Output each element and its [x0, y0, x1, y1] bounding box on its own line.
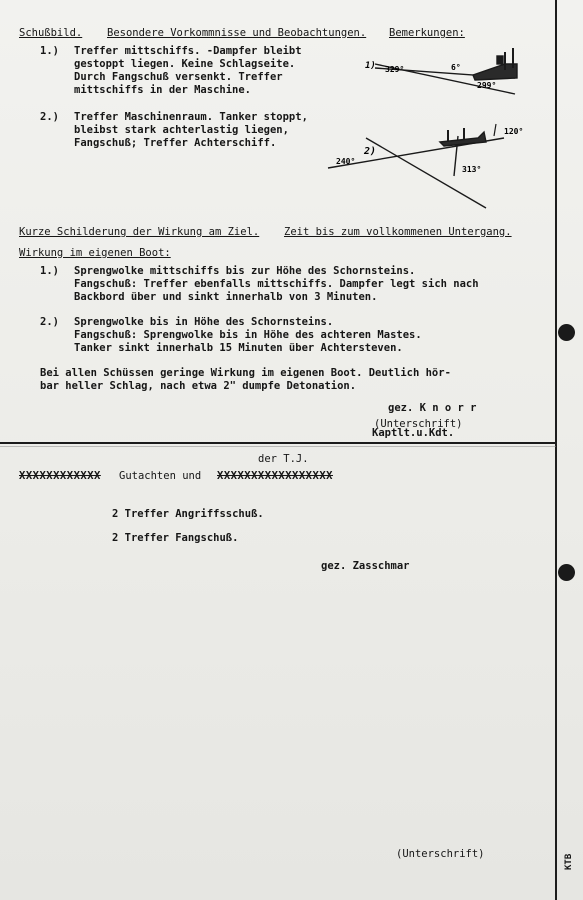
struck-out-text: XXXXXXXXXXXX — [19, 470, 101, 482]
shot-line: gestoppt liegen. Keine Schlagseite. — [74, 58, 296, 70]
struck-out-text: XXXXXXXXXXXXXXXXX — [217, 470, 333, 482]
general-line: bar heller Schlag, nach etwa 2" dumpfe Detonation. — [40, 380, 357, 392]
tj-title: der T.J. — [258, 453, 309, 465]
shot-number: 1.) — [40, 45, 59, 57]
sketch-label: 2) — [364, 146, 377, 157]
shot-line: Fangschuß; Treffer Achterschiff. — [74, 137, 277, 149]
punch-hole — [558, 324, 575, 341]
wirkung-boot-heading: Wirkung im eigenen Boot: — [19, 247, 171, 259]
section-divider — [0, 442, 556, 444]
sketch-label: 313° — [462, 165, 482, 174]
wirkung-line: Sprengwolke mittschiffs bis zur Höhe des Schornsteins. — [74, 265, 416, 277]
side-label: KTB — [564, 853, 574, 870]
sketch-label: 299° — [477, 81, 497, 90]
shot-line: Treffer mittschiffs. -Dampfer bleibt — [74, 45, 302, 57]
bemerkungen-heading: Bemerkungen: — [389, 27, 465, 39]
shot-number: 2.) — [40, 111, 59, 123]
wirkung-am-ziel-heading: Kurze Schilderung der Wirkung am Ziel. — [19, 226, 260, 238]
wirkung-line: Fangschuß: Sprengwolke bis in Höhe des achteren Mastes. — [74, 329, 422, 341]
sketch-label: 240° — [336, 157, 356, 166]
signature-rank: Kaptlt.u.Kdt. — [372, 427, 455, 439]
signature-name: gez. K n o r r — [388, 402, 477, 414]
sketch-label: 6° — [451, 63, 461, 72]
signature-label: (Unterschrift) — [374, 418, 463, 430]
wirkung-line: Backbord über und sinkt innerhalb von 3 Minuten. — [74, 291, 378, 303]
shot-line: Durch Fangschuß versenkt. Treffer — [74, 71, 283, 83]
untergang-heading: Zeit bis zum vollkommenen Untergang. — [284, 226, 512, 238]
ship-silhouette — [473, 64, 517, 80]
treffer-line: 2 Treffer Angriffsschuß. — [112, 508, 264, 520]
wirkung-number: 2.) — [40, 316, 59, 328]
footer-signature-label: (Unterschrift) — [396, 848, 485, 860]
sketch-label: 120° — [504, 127, 524, 136]
tj-signature: gez. Zasschmar — [321, 560, 410, 572]
shot-line: mittschiffs in der Maschine. — [74, 84, 252, 96]
section-divider-shadow — [0, 446, 556, 447]
wirkung-line: Fangschuß: Treffer ebenfalls mittschiffs. Dampfer legt sich nach — [74, 278, 479, 290]
wirkung-line: Tanker sinkt innerhalb 15 Minuten über Achtersteven. — [74, 342, 403, 354]
shot-sketch-2 — [318, 112, 524, 212]
treffer-line: 2 Treffer Fangschuß. — [112, 532, 239, 544]
punch-hole — [558, 564, 575, 581]
vorkommnisse-heading: Besondere Vorkommnisse und Beobachtungen. — [107, 27, 367, 39]
gutachten-heading: Gutachten und — [119, 470, 202, 482]
wirkung-number: 1.) — [40, 265, 59, 277]
right-margin-rule — [555, 0, 557, 900]
sketch-label: 1) — [365, 61, 376, 71]
shot-sketch-1 — [355, 42, 535, 112]
shot-line: bleibst stark achterlastig liegen, — [74, 124, 289, 136]
sketch-label: 329° — [385, 65, 405, 74]
general-line: Bei allen Schüssen geringe Wirkung im eigenen Boot. Deutlich hör- — [40, 367, 451, 379]
shot-line: Treffer Maschinenraum. Tanker stoppt, — [74, 111, 308, 123]
wirkung-line: Sprengwolke bis in Höhe des Schornsteins. — [74, 316, 334, 328]
schussbild-heading: Schußbild. — [19, 27, 83, 39]
